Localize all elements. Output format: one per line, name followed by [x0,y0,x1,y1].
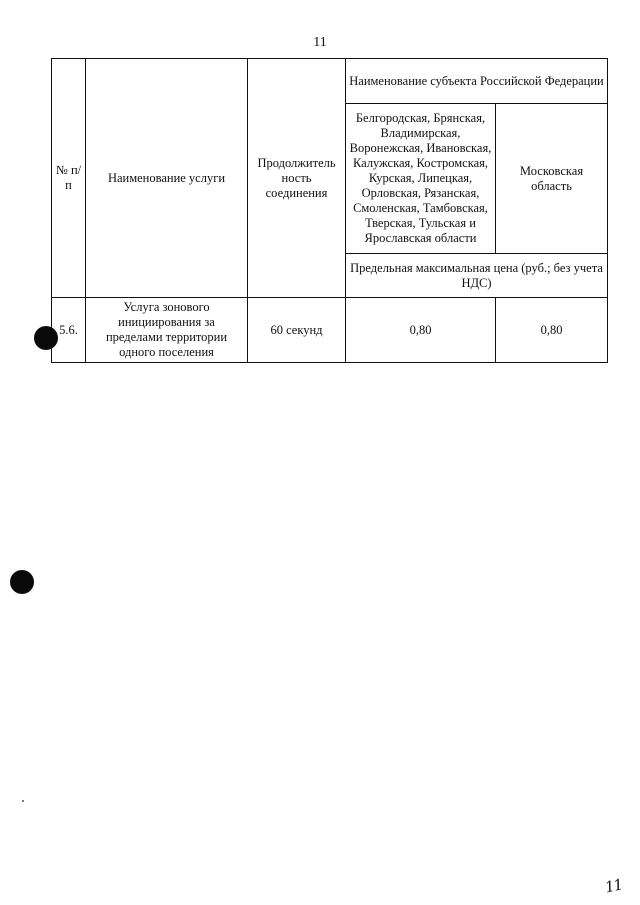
scan-speck-icon [22,800,24,802]
punch-hole-icon [10,570,34,594]
row-num: 5.6. [52,298,86,363]
table-row [52,298,608,363]
row-price-moscow-region: 0,80 [496,298,608,363]
header-duration: Продолжитель ность соединения [248,59,346,298]
handwritten-sheet-number: 11 [603,875,624,897]
tariff-table [51,58,608,363]
header-price-caption: Предельная максимальная цена (руб.; без учета НДС) [346,254,608,298]
header-num: № п/п [52,59,86,298]
header-regions-group-2: Московская область [496,104,608,254]
row-service: Услуга зонового инициирования за пределами территории одного поселения [86,298,248,363]
header-regions-group-1: Белгородская, Брянская, Владимирская, Воронежская, Ивановская, Калужская, Костромская, Курская, Липецкая, Орловская, Рязанская, Смоленская, Тамбовская, Тверская, Тульская и Ярославская области [346,104,496,254]
row-duration: 60 секунд [248,298,346,363]
punch-hole-icon [34,326,58,350]
page-number: 11 [313,35,327,50]
row-price-regions-1: 0,80 [346,298,496,363]
header-subject-group: Наименование субъекта Российской Федерации [346,59,608,104]
header-row-1 [52,59,608,104]
header-service-name: Наименование услуги [86,59,248,298]
